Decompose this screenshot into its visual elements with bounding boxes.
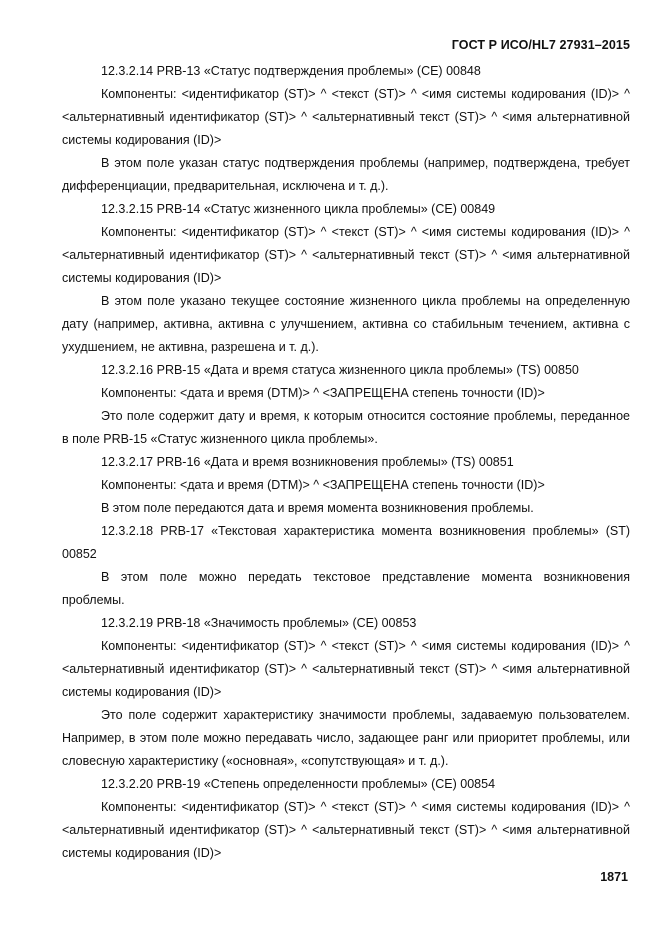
paragraph-description: В этом поле указано текущее состояние жизненного цикла проблемы на определенную дату (например, активна, активна с улучшением, активна со стабильным течением, активна с ухудшением, не активна, разрешена и т. д.).	[62, 294, 630, 354]
paragraph-components: Компоненты: <дата и время (DTM)> ^ <ЗАПРЕЩЕНА степень точности (ID)>	[101, 386, 545, 400]
section-heading-prb17: 12.3.2.18 PRB-17 «Текстовая характеристика момента возникновения проблемы» (ST) 00852	[62, 524, 630, 561]
paragraph-components: Компоненты: <идентификатор (ST)> ^ <текст (ST)> ^ <имя системы кодирования (ID)> ^ <альтернативный идентификатор (ST)> ^ <альтернативный текст (ST)> ^ <имя альтернативной системы кодирования (ID)>	[62, 225, 630, 285]
document-body	[62, 60, 630, 865]
section-heading-prb15: 12.3.2.16 PRB-15 «Дата и время статуса жизненного цикла проблемы» (TS) 00850	[101, 363, 579, 377]
section-heading-prb16: 12.3.2.17 PRB-16 «Дата и время возникновения проблемы» (TS) 00851	[101, 455, 514, 469]
section-heading-prb18: 12.3.2.19 PRB-18 «Значимость проблемы» (CE) 00853	[101, 616, 417, 630]
section-heading-prb13: 12.3.2.14 PRB-13 «Статус подтверждения проблемы» (CE) 00848	[101, 64, 481, 78]
paragraph-components: Компоненты: <идентификатор (ST)> ^ <текст (ST)> ^ <имя системы кодирования (ID)> ^ <альтернативный идентификатор (ST)> ^ <альтернативный текст (ST)> ^ <имя альтернативной системы кодирования (ID)>	[62, 87, 630, 147]
document-header: ГОСТ Р ИСО/HL7 27931–2015	[451, 38, 630, 52]
paragraph-description: Это поле содержит характеристику значимости проблемы, задаваемую пользователем. Например, в этом поле можно передавать число, задающее ранг или приоритет проблемы, или словесную характеристику («основная», «сопутствующая» и т. д.).	[62, 708, 630, 768]
paragraph-components: Компоненты: <дата и время (DTM)> ^ <ЗАПРЕЩЕНА степень точности (ID)>	[101, 478, 545, 492]
section-heading-prb19: 12.3.2.20 PRB-19 «Степень определенности проблемы» (CE) 00854	[101, 777, 496, 791]
paragraph-description: В этом поле передаются дата и время момента возникновения проблемы.	[101, 501, 534, 515]
paragraph-components: Компоненты: <идентификатор (ST)> ^ <текст (ST)> ^ <имя системы кодирования (ID)> ^ <альтернативный идентификатор (ST)> ^ <альтернативный текст (ST)> ^ <имя альтернативной системы кодирования (ID)>	[62, 800, 630, 860]
paragraph-description: В этом поле можно передать текстовое представление момента возникновения проблемы.	[62, 570, 630, 607]
page-number: 1871	[600, 870, 628, 884]
paragraph-components: Компоненты: <идентификатор (ST)> ^ <текст (ST)> ^ <имя системы кодирования (ID)> ^ <альтернативный идентификатор (ST)> ^ <альтернативный текст (ST)> ^ <имя альтернативной системы кодирования (ID)>	[62, 639, 630, 699]
section-heading-prb14: 12.3.2.15 PRB-14 «Статус жизненного цикла проблемы» (CE) 00849	[101, 202, 496, 216]
paragraph-description: Это поле содержит дату и время, к которым относится состояние проблемы, переданное в поле PRB-15 «Статус жизненного цикла проблемы».	[62, 409, 630, 446]
paragraph-description: В этом поле указан статус подтверждения проблемы (например, подтверждена, требует дифференциации, предварительная, исключена и т. д.).	[62, 156, 630, 193]
